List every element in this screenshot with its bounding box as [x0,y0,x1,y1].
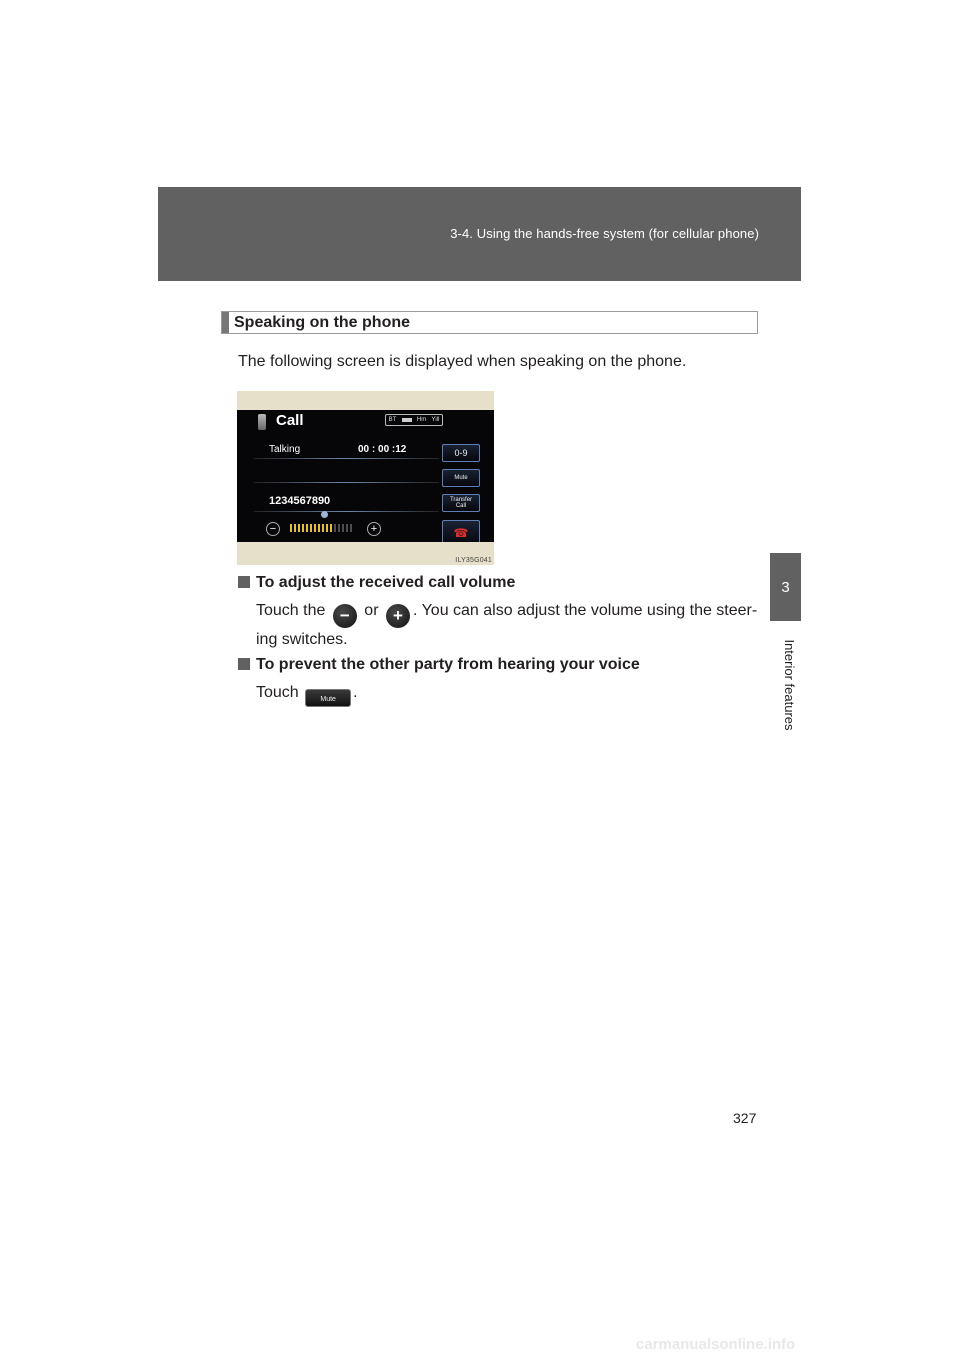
volume-bar [310,524,312,532]
plus-circle-icon: + [386,604,410,628]
divider [254,482,439,483]
volume-down-button[interactable]: − [266,522,280,536]
volume-bar [350,524,352,532]
minus-circle-icon: − [333,604,357,628]
signal-icon: Yill [431,417,440,423]
volume-bar [346,524,348,532]
watermark: carmanualsonline.info [636,1336,796,1353]
volume-bar [306,524,308,532]
section-title: Speaking on the phone [234,314,411,331]
text-segment: or [364,602,379,619]
square-bullet-icon [238,658,250,670]
volume-bar [290,524,292,532]
battery-icon [402,418,412,422]
header-band [158,187,801,281]
transfer-call-button[interactable] [442,494,480,512]
call-screen-title: Call [276,412,304,429]
call-screen [237,410,494,542]
section-heading [221,311,758,334]
section-marker [222,312,229,333]
item-heading-volume [238,574,515,592]
text-segment: . [353,684,358,701]
item-heading-volume-text: To adjust the received call volume [256,574,516,591]
hang-up-icon: ☎ [453,526,469,540]
volume-bar [334,524,336,532]
call-state: Talking [269,444,301,455]
transfer-label-1: Transfer [449,497,473,503]
volume-bar [314,524,316,532]
square-bullet-icon [238,576,250,588]
chapter-side-label-text: Interior features [782,639,797,731]
text-segment: Touch [256,684,299,701]
bluetooth-icon: BT [388,417,397,423]
phone-number: 1234567890 [269,495,331,507]
text-segment: . You can also adjust the volume using the steer- [412,602,758,619]
divider [254,458,439,459]
text-segment: Touch the [256,602,326,619]
chapter-title: 3-4. Using the hands-free system (for cellular phone) [450,226,759,241]
mute-button[interactable]: Mute [442,469,480,487]
page-number: 327 [733,1110,757,1126]
phone-icon [258,414,266,430]
home-indicator: Hm [416,417,427,423]
keypad-button[interactable]: 0-9 [442,444,480,462]
volume-meter [290,524,352,532]
volume-bar [326,524,328,532]
volume-bar [330,524,332,532]
item-text-mute [256,681,358,707]
volume-bar [302,524,304,532]
volume-bar [298,524,300,532]
volume-bar [338,524,340,532]
volume-bar [318,524,320,532]
volume-indicator-icon [321,511,328,518]
status-indicators [385,414,443,426]
end-call-button[interactable] [442,520,480,542]
intro-text: The following screen is displayed when speaking on the phone. [238,353,687,370]
item-heading-mute [238,656,640,674]
item-heading-mute-text: To prevent the other party from hearing your voice [256,656,640,673]
volume-bar [294,524,296,532]
item-text-volume [256,599,757,651]
volume-bar [322,524,324,532]
divider [254,511,439,512]
volume-bar [342,524,344,532]
screen-illustration [237,391,494,565]
transfer-label-2: Call [455,503,467,509]
mute-button-icon: Mute [305,689,351,707]
call-timer: 00 : 00 :12 [358,444,407,455]
figure-code: ILY35G041 [455,557,492,564]
chapter-tab: 3 [770,553,801,621]
volume-up-button[interactable]: + [367,522,381,536]
text-segment: ing switches. [256,631,348,648]
